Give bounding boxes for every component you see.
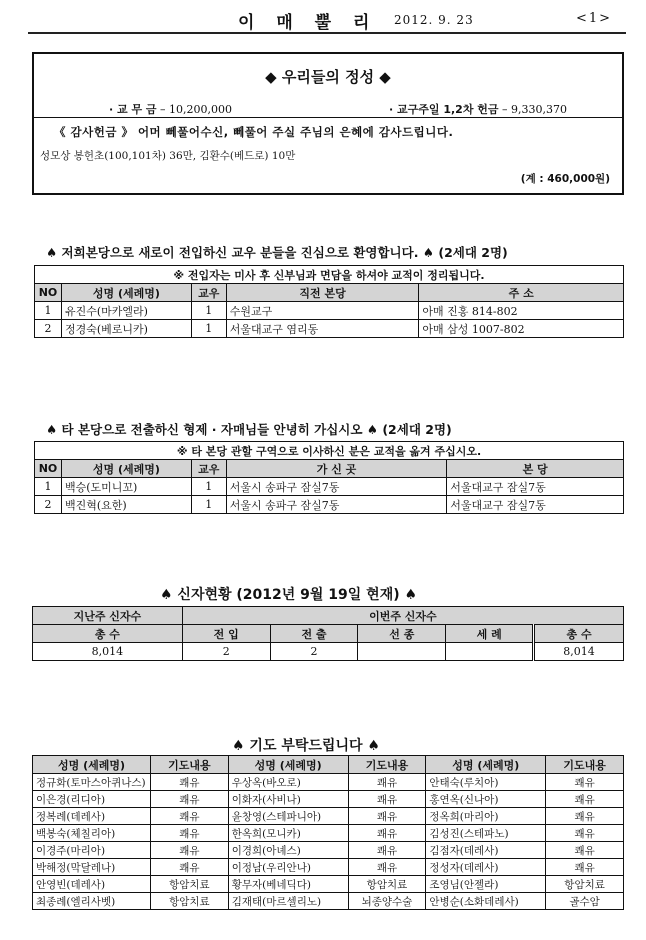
transfer-in-label: 전 입 [182, 625, 270, 643]
row-name: 백진혁(요한) [61, 496, 191, 514]
dues-amount: – 10,200,000 [160, 103, 233, 116]
bulletin-title: 이 매 뿔 리 [238, 13, 378, 33]
row-name: 백승(도미니꼬) [61, 478, 191, 496]
bulletin-date: 2012. 9. 23 [394, 13, 474, 27]
table-row [33, 859, 624, 876]
row-count: 1 [191, 302, 226, 320]
prayer-intention: 쾌유 [150, 808, 228, 825]
prayer-name: 조영님(안젤라) [426, 876, 546, 893]
newcomer-label: 선 종 [358, 625, 446, 643]
row-destination: 서울시 송파구 잠실7동 [226, 496, 447, 514]
this-total-label: 총 수 [534, 625, 624, 643]
transfer-out-label: 전 출 [270, 625, 358, 643]
welcome-notice: ※ 전입자는 미사 후 신부님과 면담을 하셔야 교적이 정리됩니다. [35, 266, 624, 284]
bulletin-header [28, 6, 626, 34]
col-header: 성명 (세례명) [61, 460, 191, 478]
stats-heading: ♠ 신자현황 (2012년 9월 19일 현재) ♠ [160, 587, 418, 603]
prayer-name: 이은경(리디아) [33, 791, 151, 808]
row-address: 아매 진홍 814-802 [419, 302, 624, 320]
transfer-out-value: 2 [270, 643, 358, 661]
prayer-heading: ♠ 기도 부탁드립니다 ♠ [232, 738, 380, 754]
col-header: 교우 [191, 460, 226, 478]
row-parish: 서울대교구 잠실7동 [447, 496, 624, 514]
table-row [35, 478, 624, 496]
collection-label: · 교구주일 1,2차 헌금 [389, 103, 499, 116]
table-row [33, 876, 624, 893]
prayer-intention: 쾌유 [150, 774, 228, 791]
prayer-intention: 쾌유 [546, 808, 624, 825]
prayer-name: 김재태(마르셀리노) [228, 893, 348, 910]
col-header: 성명 (세례명) [33, 756, 151, 774]
this-week-label: 이번주 신자수 [182, 607, 623, 625]
row-address: 아매 삼성 1007-802 [419, 320, 624, 338]
prayer-name: 한옥희(모니카) [228, 825, 348, 842]
prayer-name: 김성진(스테파노) [426, 825, 546, 842]
col-header: 기도내용 [546, 756, 624, 774]
prayer-name: 이정남(우리안나) [228, 859, 348, 876]
col-header: 주 소 [419, 284, 624, 302]
col-header: 기도내용 [348, 756, 426, 774]
row-parish: 서울대교구 잠실7동 [447, 478, 624, 496]
col-header: 성명 (세례명) [426, 756, 546, 774]
prayer-intention: 쾌유 [150, 791, 228, 808]
row-count: 1 [191, 320, 226, 338]
offering-title: ◆ 우리들의 정성 ◆ [265, 68, 391, 86]
offering-amounts [34, 98, 622, 118]
collection-amount: – 9,330,370 [502, 103, 568, 116]
prayer-name: 정복례(데레사) [33, 808, 151, 825]
col-header: NO [35, 284, 62, 302]
transfer-in-value: 2 [182, 643, 270, 661]
welcome-table [34, 265, 624, 338]
row-name: 유진수(마카엘라) [61, 302, 191, 320]
row-count: 1 [191, 478, 226, 496]
col-header: 가 신 곳 [226, 460, 447, 478]
prayer-name: 홍연옥(신나아) [426, 791, 546, 808]
col-header: NO [35, 460, 62, 478]
thanks-text: 《 감사헌금 》 어머 뻬풀어수신, 뻬풀어 주실 주님의 은혜에 감사드립니다. [54, 125, 454, 139]
prayer-intention: 쾌유 [348, 842, 426, 859]
offering-total: (계 : 460,000원) [520, 173, 610, 185]
stats-table [32, 606, 624, 661]
prayer-name: 최종례(엘리사벳) [33, 893, 151, 910]
table-row [35, 496, 624, 514]
page-number: <1> [576, 11, 613, 26]
prayer-intention: 항암치료 [348, 876, 426, 893]
prayer-intention: 항암치료 [150, 876, 228, 893]
offering-box [32, 52, 624, 195]
prayer-intention: 항암치료 [546, 876, 624, 893]
row-no: 2 [35, 320, 62, 338]
row-no: 1 [35, 302, 62, 320]
prayer-name: 안태숙(루치아) [426, 774, 546, 791]
table-row [33, 893, 624, 910]
prayer-name: 안병순(소화데레사) [426, 893, 546, 910]
table-row [33, 643, 624, 661]
row-count: 1 [191, 496, 226, 514]
prayer-intention: 쾌유 [150, 825, 228, 842]
farewell-heading: ♠ 타 본당으로 전출하신 형제 · 자매님들 안녕히 가십시오 ♠ (2세대 2명) [46, 422, 452, 437]
prayer-name: 황무자(베네딕다) [228, 876, 348, 893]
prayer-intention: 쾌유 [546, 859, 624, 876]
table-row [33, 842, 624, 859]
table-row [33, 791, 624, 808]
col-header: 교우 [191, 284, 226, 302]
welcome-heading: ♠ 저희본당으로 새로이 전입하신 교우 분들을 진심으로 환영합니다. ♠ (2세대 2명) [46, 245, 508, 260]
prayer-name: 정규화(토마스아퀴나스) [33, 774, 151, 791]
row-destination: 서울시 송파구 잠실7동 [226, 478, 447, 496]
prayer-name: 우상옥(바오로) [228, 774, 348, 791]
col-header: 직전 본당 [226, 284, 419, 302]
prayer-intention: 쾌유 [546, 791, 624, 808]
prayer-intention: 쾌유 [150, 842, 228, 859]
table-row [33, 825, 624, 842]
col-header: 성명 (세례명) [228, 756, 348, 774]
farewell-table [34, 441, 624, 514]
prayer-intention: 뇌종양수술 [348, 893, 426, 910]
last-week-label: 지난주 신자수 [33, 607, 183, 625]
prayer-name: 이경주(마리아) [33, 842, 151, 859]
prayer-name: 이경희(아녜스) [228, 842, 348, 859]
prayer-name: 정옥희(마리아) [426, 808, 546, 825]
prayer-intention: 쾌유 [546, 842, 624, 859]
this-total-value: 8,014 [534, 643, 624, 661]
dues-line [109, 101, 232, 117]
prayer-name: 박해정(막달레나) [33, 859, 151, 876]
table-row [33, 774, 624, 791]
row-no: 2 [35, 496, 62, 514]
row-name: 정경숙(베로니카) [61, 320, 191, 338]
prayer-intention: 쾌유 [348, 825, 426, 842]
row-no: 1 [35, 478, 62, 496]
baptism-value [446, 643, 534, 661]
prayer-name: 윤창영(스테파니아) [228, 808, 348, 825]
prayer-intention: 항암치료 [150, 893, 228, 910]
prayer-table [32, 755, 624, 910]
col-header: 본 당 [447, 460, 624, 478]
col-header: 기도내용 [150, 756, 228, 774]
prayer-name: 백봉숙(체칠리아) [33, 825, 151, 842]
col-header: 성명 (세례명) [61, 284, 191, 302]
prayer-intention: 골수암 [546, 893, 624, 910]
last-total-value: 8,014 [33, 643, 183, 661]
table-row [35, 320, 624, 338]
dues-label: · 교 무 금 [109, 103, 157, 116]
collection-line [389, 101, 567, 117]
prayer-name: 안영빈(데레사) [33, 876, 151, 893]
prayer-intention: 쾌유 [348, 774, 426, 791]
prayer-intention: 쾌유 [348, 859, 426, 876]
prayer-intention: 쾌유 [150, 859, 228, 876]
prayer-name: 정성자(데레사) [426, 859, 546, 876]
newcomer-value [358, 643, 446, 661]
prayer-name: 김점자(데레사) [426, 842, 546, 859]
row-parish: 서울대교구 염리동 [226, 320, 419, 338]
table-row [35, 302, 624, 320]
row-parish: 수원교구 [226, 302, 419, 320]
last-total-label: 총 수 [33, 625, 183, 643]
prayer-intention: 쾌유 [348, 791, 426, 808]
table-row [33, 808, 624, 825]
prayer-name: 이화자(사비나) [228, 791, 348, 808]
farewell-notice: ※ 타 본당 관할 구역으로 이사하신 분은 교적을 옮겨 주십시오. [35, 442, 624, 460]
prayer-intention: 쾌유 [546, 825, 624, 842]
baptism-label: 세 례 [446, 625, 534, 643]
prayer-intention: 쾌유 [348, 808, 426, 825]
prayer-intention: 쾌유 [546, 774, 624, 791]
donors-text: 성모상 봉헌초(100,101차) 36만, 김환수(베드로) 10만 [40, 150, 296, 162]
